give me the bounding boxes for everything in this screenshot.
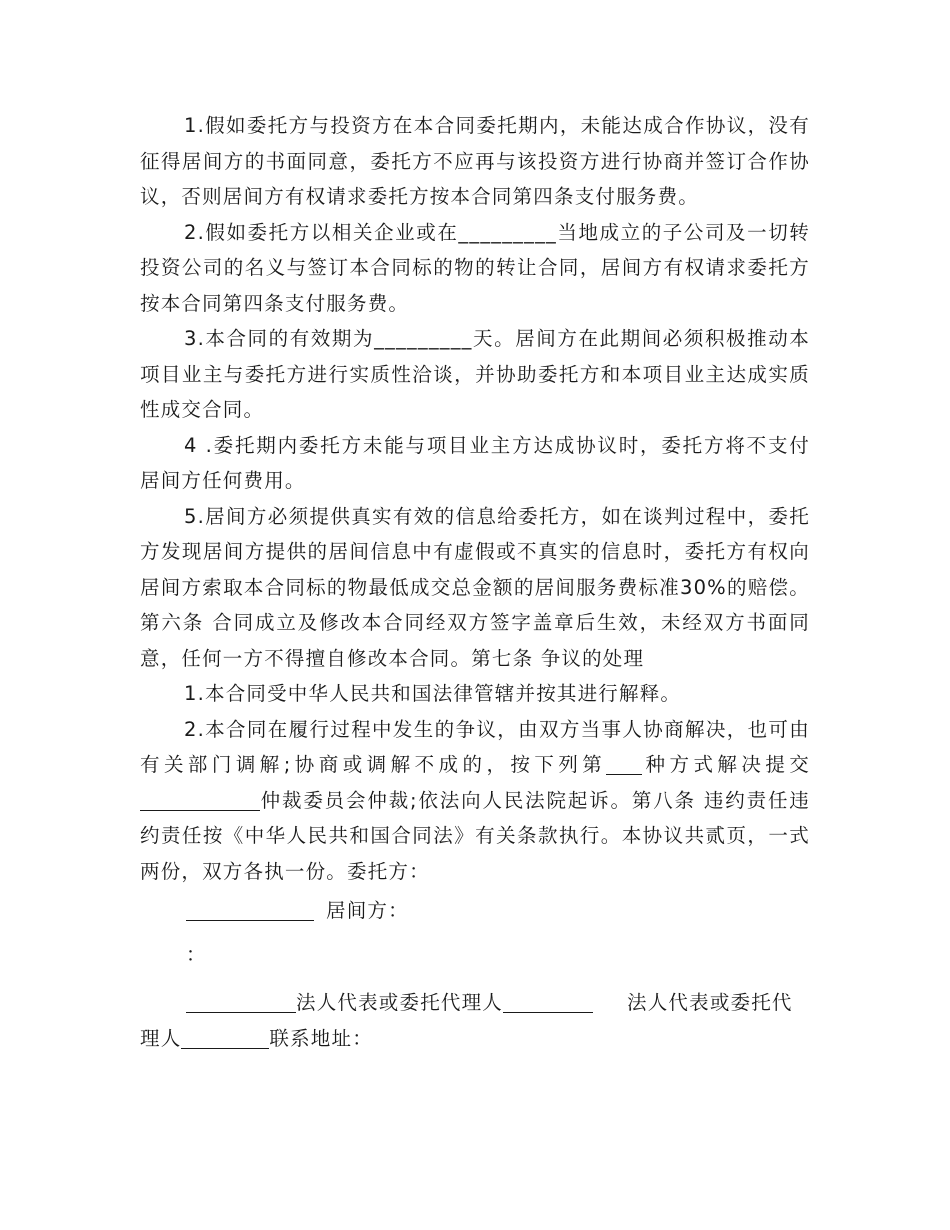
clause-4-paragraph: 4 .委托期内委托方未能与项目业主方达成协议时，委托方将不支付居间方任何费用。 — [140, 433, 810, 492]
dispute-clause-1-paragraph: 1.本合同受中华人民共和国法律管辖并按其进行解释。 — [184, 682, 682, 705]
dispute-clause-2-paragraph — [140, 712, 810, 890]
clause-2-paragraph — [140, 215, 810, 322]
signature-line-2 — [140, 933, 810, 977]
clause-3-blank: _________ — [374, 327, 473, 350]
legal-rep-label-b: 法人代表或委托代 — [627, 991, 793, 1014]
intermediary-label: 居间方： — [326, 899, 409, 922]
clause-5-paragraph: 5.居间方必须提供真实有效的信息给委托方，如在谈判过程中，委托方发现居间方提供的居间信息中有虚假或不真实的信息时，委托方有权向居间方索取本合同标的物最低成交总金额的居间服务费标准30%的赔偿。第六条 合同成立及修改本合同经双方签字盖章后生效，未经双方书面同意，任何一方不得擅自修改本合同。第七条 争议的处理 — [140, 504, 810, 670]
arbitration-option-blank — [606, 752, 642, 775]
clause-3-text-after: 天。居间方在此期间必须积极推动本项目业主与委托方进行实质性洽谈，并协助委托方和本项目业主达成实质性成交合同。 — [140, 327, 811, 421]
clause-2-blank: _________ — [458, 220, 557, 244]
dispute-clause-2-text-1: 2.本合同在履行过程中发生的争议，由双方当事人协商解决，也可由有关部门调解;协商或调解不成的，按下列第 — [140, 717, 810, 776]
principal-rep-name-blank — [503, 990, 593, 1013]
signature-line-1 — [140, 889, 810, 933]
clause-2-text-after: 当地成立的子公司及一切转投资公司的名义与签订本合同标的物的转让合同，居间方有权请求委托方按本合同第四条支付服务费。 — [140, 220, 811, 315]
clause-1-paragraph: 1.假如委托方与投资方在本合同委托期内，未能达成合作协议，没有征得居间方的书面同意，委托方不应再与该投资方进行协商并签订合作协议，否则居间方有权请求委托方按本合同第四条支付服务费。 — [140, 114, 810, 208]
intermediary-rep-name-blank — [181, 1026, 269, 1049]
intermediary-colon: ： — [186, 943, 207, 966]
legal-rep-label-b-cont: 理人 — [140, 1026, 182, 1050]
dispute-clause-2-text-3: 仲裁委员会仲裁;依法向人民法院起诉。第八条 违约责任违约责任按《中华人民共和国合同法》有关条款执行。本协议共贰页，一式两份，双方各执一份。委托方： — [140, 788, 810, 883]
clause-2-text-before: 2.假如委托方以相关企业或在 — [184, 220, 459, 244]
signature-block — [140, 889, 810, 1056]
signature-line-3 — [140, 985, 810, 1056]
arbitration-committee-blank — [140, 788, 260, 811]
clause-3-paragraph — [140, 321, 810, 428]
dispute-clause-2-text-2: 种方式解决提交 — [642, 753, 811, 776]
principal-representative-blank — [186, 990, 296, 1013]
legal-rep-label-a: 法人代表或委托代理人 — [296, 991, 504, 1014]
contact-address-label: 联系地址： — [269, 1026, 373, 1050]
clause-3-text-before: 3.本合同的有效期为 — [184, 327, 375, 350]
contract-page — [140, 108, 810, 1056]
principal-signature-blank — [186, 898, 314, 921]
